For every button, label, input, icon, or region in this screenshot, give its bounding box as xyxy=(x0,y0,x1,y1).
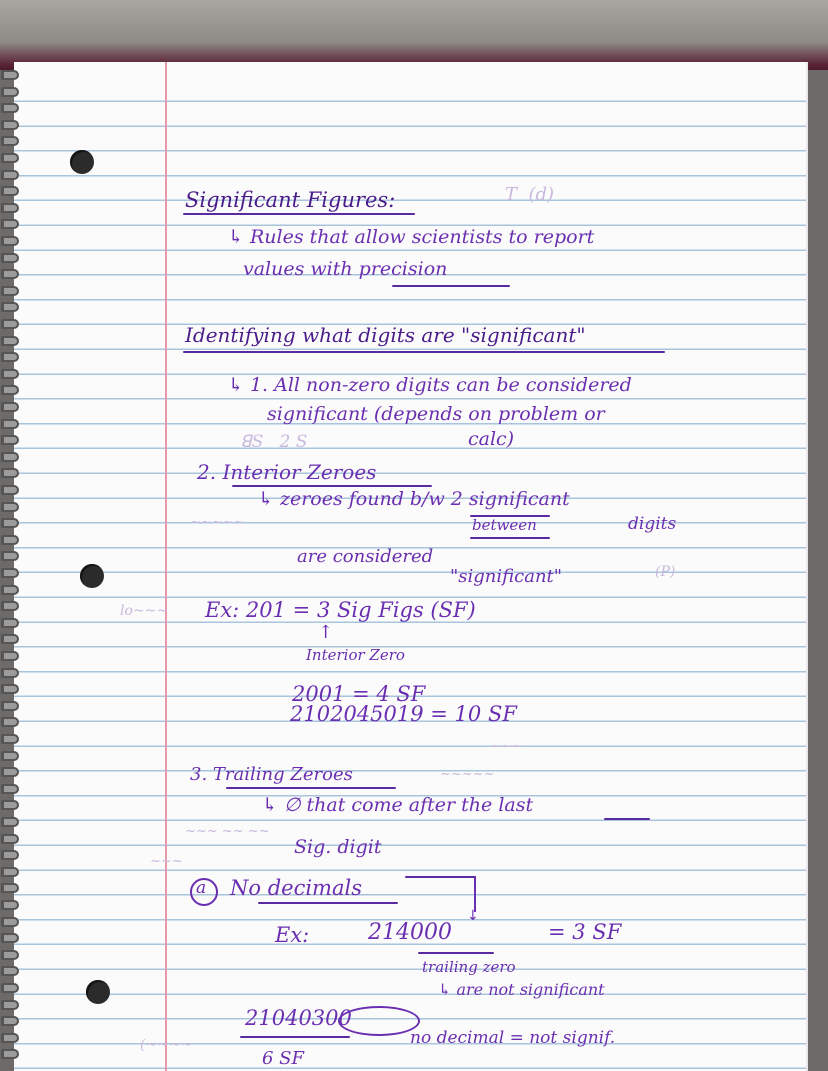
spiral-coil xyxy=(1,618,19,628)
punch-hole-middle xyxy=(80,564,104,588)
bleed-through-mark: ꓭS 2 S xyxy=(240,432,308,452)
spiral-coil xyxy=(1,170,19,180)
pointer-arrow-icon: ↓ xyxy=(467,908,479,924)
spiral-coil xyxy=(1,784,19,794)
spiral-coil xyxy=(1,402,19,412)
spiral-coil xyxy=(1,87,19,97)
example-long-number: 2102045019 = 10 SF xyxy=(290,702,517,726)
rule-2-underline xyxy=(232,485,432,487)
spiral-coil xyxy=(1,269,19,279)
case-a-marker: a xyxy=(196,878,207,898)
spiral-coil xyxy=(1,186,19,196)
rule-3-line-2: Sig. digit xyxy=(294,836,382,858)
spiral-coil xyxy=(1,120,19,130)
section-heading: Identifying what digits are "significant" xyxy=(185,323,586,347)
last-underline xyxy=(604,818,650,820)
trailing-zeros-circle xyxy=(338,1006,420,1036)
spiral-coil xyxy=(1,634,19,644)
scan-background-top xyxy=(0,0,828,70)
section-heading-underline xyxy=(183,351,665,353)
spiral-coil xyxy=(1,800,19,810)
bottom-sf: 6 SF xyxy=(262,1048,304,1069)
rule-3-underline xyxy=(226,787,396,789)
punch-hole-top xyxy=(70,150,94,174)
spiral-coil xyxy=(1,319,19,329)
spiral-coil xyxy=(1,153,19,163)
spiral-coil xyxy=(1,468,19,478)
spiral-coil xyxy=(1,419,19,429)
bw-note: between xyxy=(472,516,537,534)
spiral-coil xyxy=(1,452,19,462)
pointer-line-vertical xyxy=(474,876,476,912)
rule-2-example: Ex: 201 = 3 Sig Figs (SF) xyxy=(205,598,476,622)
bleed-through-mark: T (d) xyxy=(505,184,555,205)
spiral-coil xyxy=(1,103,19,113)
spiral-coil xyxy=(1,867,19,877)
spiral-coil xyxy=(1,435,19,445)
margin-line xyxy=(165,62,167,1071)
spiral-coil xyxy=(1,1049,19,1059)
spiral-coil xyxy=(1,236,19,246)
spiral-coil xyxy=(1,900,19,910)
punch-hole-bottom xyxy=(86,980,110,1004)
spiral-coil xyxy=(1,601,19,611)
interior-arrow: ↑ xyxy=(318,622,334,643)
rule-2-line-2: are considered xyxy=(297,546,434,567)
bleed-through-mark: ~~~~~ xyxy=(190,515,245,530)
spiral-coil xyxy=(1,734,19,744)
rule-3-example-value: 214000 xyxy=(368,920,452,945)
between-underline xyxy=(470,537,550,539)
spiral-coil xyxy=(1,136,19,146)
interior-zero-label: Interior Zero xyxy=(306,646,405,664)
bottom-number: 21040300 xyxy=(245,1006,352,1030)
spiral-coil xyxy=(1,70,19,80)
spiral-coil xyxy=(1,684,19,694)
example-2001: 2001 = 4 SF xyxy=(292,682,426,706)
title-underline xyxy=(183,213,415,215)
spiral-coil xyxy=(1,302,19,312)
rule-1-line-2: significant (depends on problem or xyxy=(267,403,605,425)
spiral-coil xyxy=(1,568,19,578)
spiral-coil xyxy=(1,1000,19,1010)
spiral-coil xyxy=(1,767,19,777)
rule-3-heading: 3. Trailing Zeroes xyxy=(190,764,353,785)
spiral-coil xyxy=(1,668,19,678)
spiral-coil xyxy=(1,551,19,561)
spiral-coil xyxy=(1,1033,19,1043)
not-significant-note: ↳ are not significant xyxy=(438,980,605,999)
spiral-coil xyxy=(1,352,19,362)
spiral-coil xyxy=(1,917,19,927)
rule-3-example-result: = 3 SF xyxy=(548,920,622,944)
spiral-coil xyxy=(1,966,19,976)
rule-2-heading: 2. Interior Zeroes xyxy=(197,460,377,484)
spiral-coil xyxy=(1,751,19,761)
trailing-bracket xyxy=(418,952,494,954)
notes-title: Significant Figures: xyxy=(185,188,396,212)
spiral-coil xyxy=(1,717,19,727)
rule-2-line-1: ↳ zeroes found b/w 2 significant xyxy=(258,488,570,510)
rule-3-example-prefix: Ex: xyxy=(275,923,310,947)
spiral-coil xyxy=(1,219,19,229)
spiral-coil xyxy=(1,651,19,661)
bleed-through-mark: ~~~ ~~ ~~ xyxy=(185,824,270,839)
spiral-coil xyxy=(1,1016,19,1026)
spiral-coil xyxy=(1,883,19,893)
rule-1-line-3: calc) xyxy=(468,428,515,450)
bleed-through-mark: ~~~~~ xyxy=(440,767,495,782)
bleed-through-mark: lo~~~ xyxy=(120,603,169,619)
bleed-through-mark: (~~~~ xyxy=(140,1037,193,1053)
rule-2-line-3: "significant" xyxy=(450,566,563,587)
no-decimals-underline xyxy=(258,902,398,904)
spiral-coil xyxy=(1,253,19,263)
case-a-label: No decimals xyxy=(230,876,362,900)
rule-1-line-1: ↳ 1. All non-zero digits can be considered xyxy=(228,374,632,396)
pointer-line-horizontal xyxy=(405,876,475,878)
bleed-through-mark: ~~~ xyxy=(490,739,523,754)
spiral-coil xyxy=(1,817,19,827)
bleed-through-mark: ~~~ xyxy=(150,854,183,869)
spiral-coil xyxy=(1,535,19,545)
spiral-coil xyxy=(1,701,19,711)
trailing-zero-label: trailing zero xyxy=(422,958,516,976)
spiral-coil xyxy=(1,834,19,844)
bleed-through-mark: (P) xyxy=(655,564,676,580)
spiral-coil xyxy=(1,518,19,528)
spiral-coil xyxy=(1,286,19,296)
spiral-coil xyxy=(1,336,19,346)
precision-underline xyxy=(392,285,510,287)
spiral-coil xyxy=(1,485,19,495)
spiral-coil xyxy=(1,850,19,860)
spiral-coil xyxy=(1,983,19,993)
spiral-coil xyxy=(1,203,19,213)
spiral-coil xyxy=(1,933,19,943)
definition-line-1: ↳ Rules that allow scientists to report xyxy=(228,226,595,248)
bottom-note: no decimal = not signif. xyxy=(410,1028,616,1048)
rule-2-digits: digits xyxy=(628,514,677,534)
spiral-coil xyxy=(1,369,19,379)
spiral-binding xyxy=(0,66,24,1071)
definition-line-2: values with precision xyxy=(243,258,448,280)
spiral-coil xyxy=(1,950,19,960)
spiral-coil xyxy=(1,385,19,395)
spiral-coil xyxy=(1,585,19,595)
rule-3-line-1: ↳ ∅ that come after the last xyxy=(262,794,534,816)
six-sf-bracket xyxy=(240,1036,350,1038)
spiral-coil xyxy=(1,502,19,512)
